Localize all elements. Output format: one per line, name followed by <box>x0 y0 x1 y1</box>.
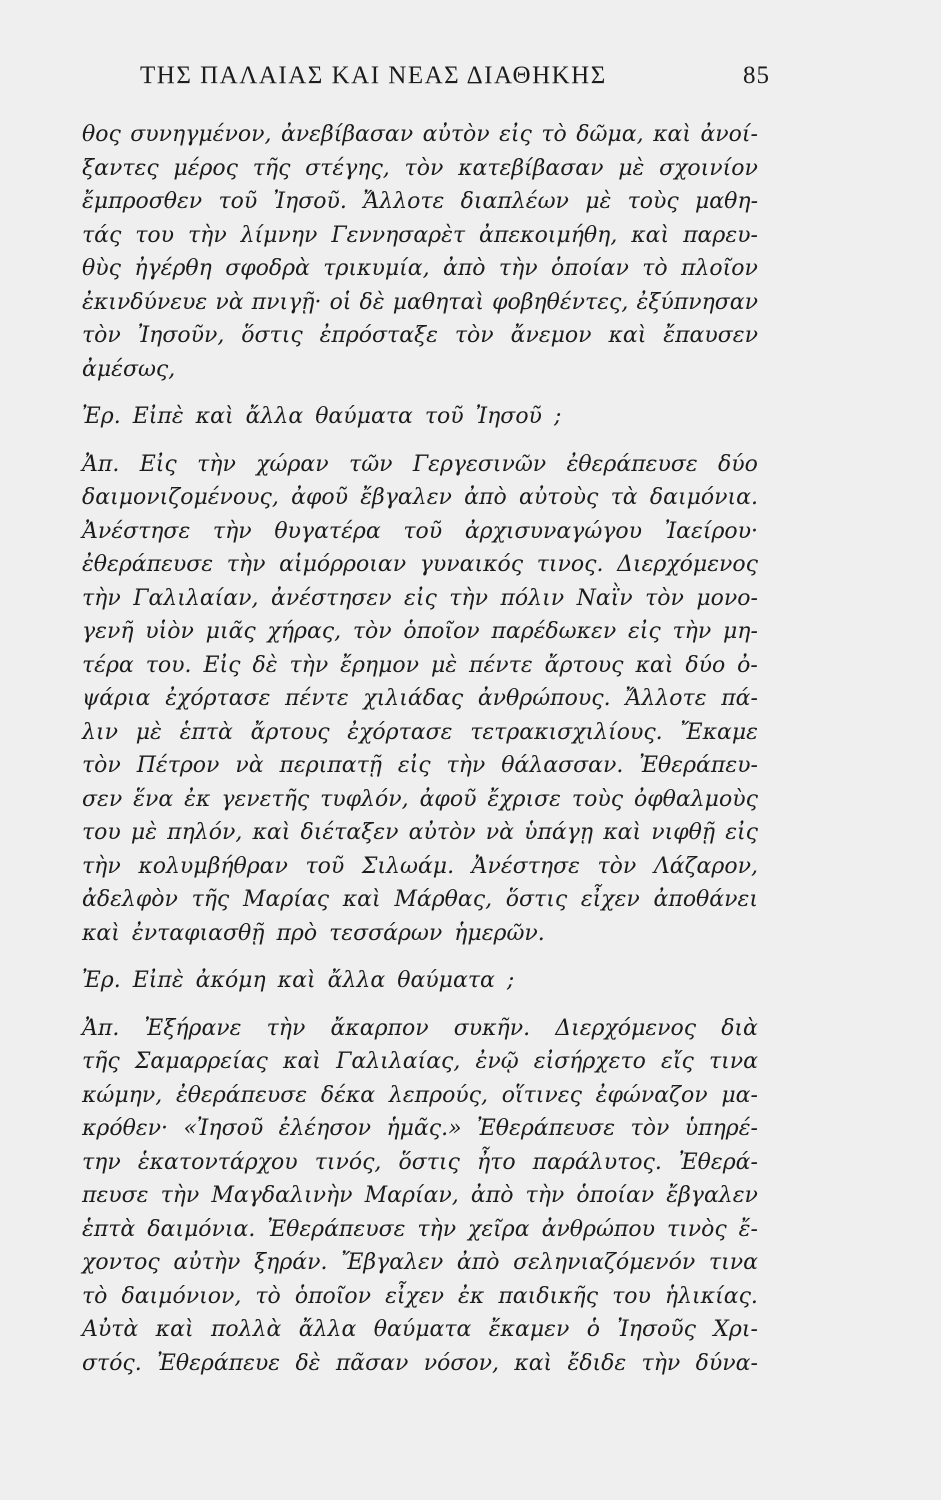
text-line: ἐκινδύνευε νὰ πνιγῇ· οἱ δὲ μαθηταὶ φοβηθέντες, ἐξύπνησαν <box>82 289 758 315</box>
text-line: τέρα του. Εἰς δὲ τὴν ἔρημον μὲ πέντε ἄρτους καὶ δύο ὀ- <box>82 652 758 678</box>
text-line: κώμην, ἐθεράπευσε δέκα λεπρούς, οἵτινες ἐφώναζον μα- <box>82 1082 758 1108</box>
paragraph <box>82 964 758 998</box>
text-line: τὴν κολυμβήθραν τοῦ Σιλωάμ. Ἀνέστησε τὸν Λάζαρον, <box>82 853 758 879</box>
text-line: Ἀνέστησε τὴν θυγατέρα τοῦ ἀρχισυναγώγου Ἰαείρου· <box>82 518 758 544</box>
text-line: θος συνηγμένον, ἀνεβίβασαν αὐτὸν εἰς τὸ δῶμα, καὶ ἀνοί- <box>82 122 758 147</box>
text-line: τὸν Πέτρον νὰ περιπατῇ εἰς τὴν θάλασσαν. Ἐθεράπευ- <box>82 753 758 778</box>
text-line: σεν ἕνα ἐκ γενετῆς τυφλόν, ἀφοῦ ἔχρισε τοὺς ὀφθαλμοὺς <box>82 786 758 812</box>
text-line: ἐθεράπευσε τὴν αἱμόρροιαν γυναικός τινος. Διερχόμενος <box>82 552 758 577</box>
text-line: τὸν Ἰησοῦν, ὅστις ἐπρόσταξε τὸν ἄνεμον καὶ ἔπαυσεν <box>82 323 758 348</box>
text-line: ἀμέσως, <box>82 356 176 382</box>
text-line: ἑπτὰ δαιμόνια. Ἐθεράπευσε τὴν χεῖρα ἀνθρώπου τινὸς ἔ- <box>82 1216 758 1242</box>
text-line: ἀδελφὸν τῆς Μαρίας καὶ Μάρθας, ὅστις εἶχεν ἀποθάνει <box>82 887 758 912</box>
text-line: κρόθεν· «Ἰησοῦ ἐλέησον ἡμᾶς.» Ἐθεράπευσε τὸν ὑπηρέ- <box>82 1116 758 1141</box>
paragraph-gap <box>82 998 758 1012</box>
text-line: γενῆ υἱὸν μιᾶς χήρας, τὸν ὁποῖον παρέδωκεν εἰς τὴν μη- <box>82 619 758 644</box>
text-line: ξαντες μέρος τῆς στέγης, τὸν κατεβίβασαν μὲ σχοινίον <box>82 155 758 181</box>
paragraph <box>82 448 758 951</box>
paragraph-gap <box>82 386 758 400</box>
text-line: τὴν Γαλιλαίαν, ἀνέστησεν εἰς τὴν πόλιν Ναῒν τὸν μονο- <box>82 585 758 611</box>
text-line: καὶ ἐνταφιασθῇ πρὸ τεσσάρων ἡμερῶν. <box>82 920 545 946</box>
text-line: πευσε τὴν Μαγδαλινὴν Μαρίαν, ἀπὸ τὴν ὁποίαν ἔβγαλεν <box>82 1183 758 1208</box>
text-line: τῆς Σαμαρρείας καὶ Γαλιλαίας, ἐνῷ εἰσήρχετο εἴς τινα <box>82 1049 758 1074</box>
paragraph <box>82 118 758 386</box>
text-line: ψάρια ἐχόρτασε πέντε χιλιάδας ἀνθρώπους. Ἄλλοτε πά- <box>82 686 758 711</box>
text-line: ἔμπροσθεν τοῦ Ἰησοῦ. Ἄλλοτε διαπλέων μὲ τοὺς μαθη- <box>82 189 758 214</box>
paragraph <box>82 1012 758 1381</box>
page-number: 85 <box>743 62 770 89</box>
text-line: την ἑκατοντάρχου τινός, ὅστις ἦτο παράλυτος. Ἐθερά- <box>82 1149 758 1175</box>
text-line: του μὲ πηλόν, καὶ διέταξεν αὐτὸν νὰ ὑπάγῃ καὶ νιφθῇ εἰς <box>82 820 758 845</box>
text-line: Ἐρ. Εἰπὲ ἀκόμη καὶ ἄλλα θαύματα ; <box>82 968 515 993</box>
text-line: θὺς ἠγέρθη σφοδρὰ τρικυμία, ἀπὸ τὴν ὁποίαν τὸ πλοῖον <box>82 256 758 281</box>
running-title: ΤΗΣ ΠΑΛΑΙΑΣ ΚΑΙ ΝΕΑΣ ΔΙΑΘΗΚΗΣ <box>140 62 607 89</box>
text-line: χοντος αὐτὴν ξηράν. Ἔβγαλεν ἀπὸ σεληνιαζόμενόν τινα <box>82 1250 758 1275</box>
text-line: τὸ δαιμόνιον, τὸ ὁποῖον εἶχεν ἐκ παιδικῆς του ἡλικίας. <box>82 1283 758 1309</box>
text-line: δαιμονιζομένους, ἀφοῦ ἔβγαλεν ἀπὸ αὐτοὺς τὰ δαιμόνια. <box>82 485 758 510</box>
paragraph-gap <box>82 434 758 448</box>
text-line: στός. Ἐθεράπευε δὲ πᾶσαν νόσον, καὶ ἔδιδε τὴν δύνα- <box>82 1350 758 1376</box>
paragraph <box>82 400 758 434</box>
text-line: Ἐρ. Εἰπὲ καὶ ἄλλα θαύματα τοῦ Ἰησοῦ ; <box>82 404 562 429</box>
text-line: Αὐτὰ καὶ πολλὰ ἄλλα θαύματα ἔκαμεν ὁ Ἰησοῦς Χρι- <box>82 1317 758 1342</box>
paragraph-gap <box>82 950 758 964</box>
body-text <box>82 118 758 1380</box>
text-line: λιν μὲ ἑπτὰ ἄρτους ἐχόρτασε τετρακισχιλίους. Ἔκαμε <box>82 719 758 745</box>
text-line: τάς του τὴν λίμνην Γεννησαρὲτ ἀπεκοιμήθη, καὶ παρευ- <box>82 222 758 248</box>
text-line: Ἀπ. Ἐξήρανε τὴν ἄκαρπον συκῆν. Διερχόμενος διὰ <box>82 1015 758 1041</box>
running-header <box>90 60 770 100</box>
text-line: Ἀπ. Εἰς τὴν χώραν τῶν Γεργεσινῶν ἐθεράπευσε δύο <box>82 451 758 477</box>
